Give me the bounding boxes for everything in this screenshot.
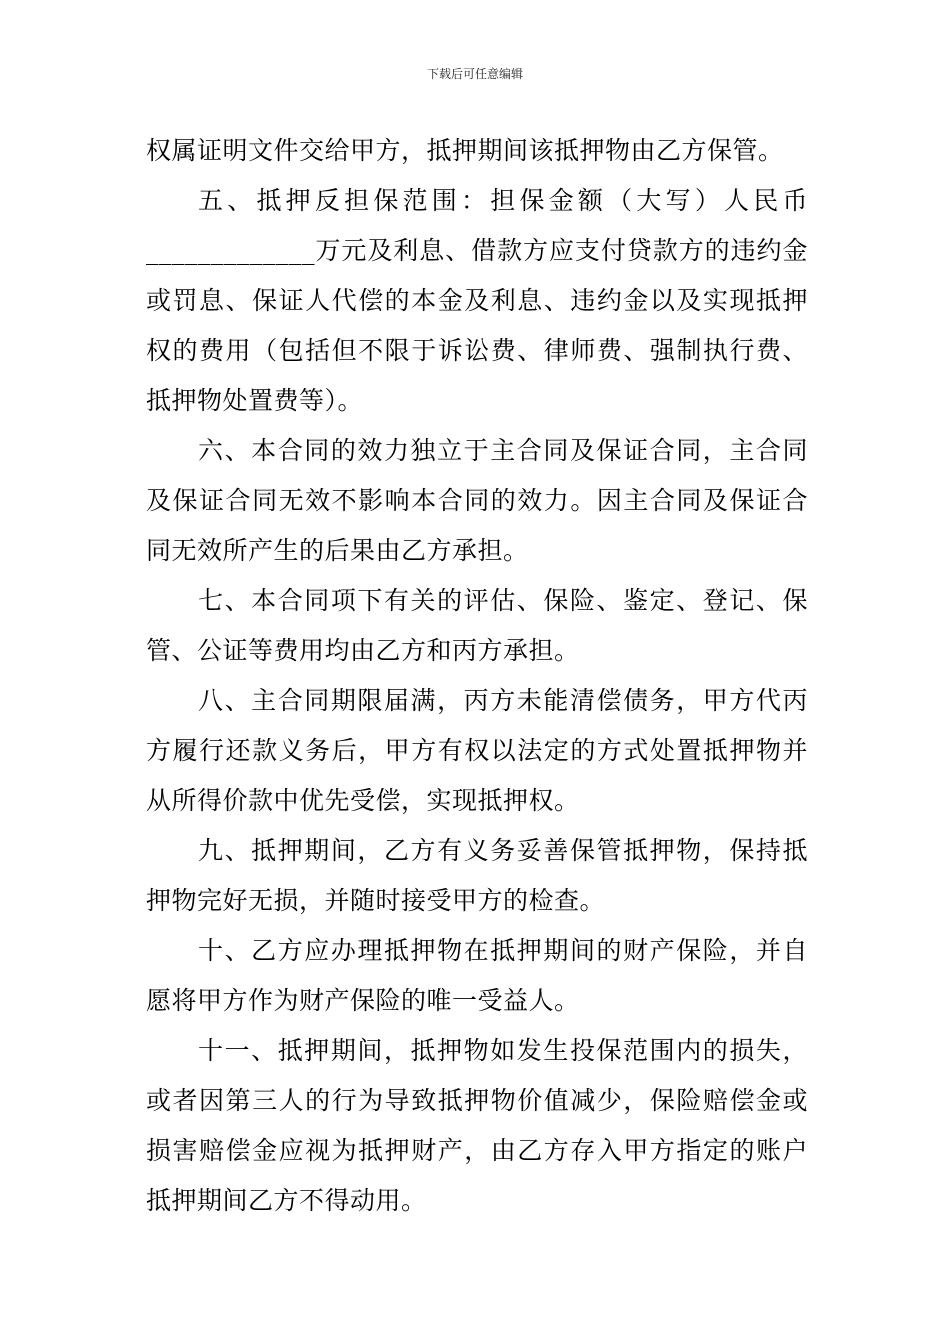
clause-9: 九、抵押期间，乙方有义务妥善保管抵押物，保持抵押物完好无损，并随时接受甲方的检查。: [146, 836, 808, 915]
document-body: [146, 126, 808, 1226]
clause-11: 十一、抵押期间，抵押物如发生投保范围内的损失，或者因第三人的行为导致抵押物价值减少，保险赔偿金或损害赔偿金应视为抵押财产，由乙方存入甲方指定的账户抵押期间乙方不得动用。: [146, 1036, 808, 1215]
clause-7: 七、本合同项下有关的评估、保险、鉴定、登记、保管、公证等费用均由乙方和丙方承担。: [146, 586, 808, 665]
clause-8: 八、主合同期限届满，丙方未能清偿债务，甲方代丙方履行还款义务后，甲方有权以法定的方式处置抵押物并从所得价款中优先受偿，实现抵押权。: [146, 686, 808, 815]
clause-5: 五、抵押反担保范围：担保金额（大写）人民币_____________万元及利息、借款方应支付贷款方的违约金或罚息、保证人代偿的本金及利息、违约金以及实现抵押权的费用（包括但不限于诉讼费、律师费、强制执行费、抵押物处置费等）。: [146, 186, 808, 415]
paragraph-continuation: 权属证明文件交给甲方，抵押期间该抵押物由乙方保管。: [146, 136, 784, 165]
clause-6: 六、本合同的效力独立于主合同及保证合同，主合同及保证合同无效不影响本合同的效力。因主合同及保证合同无效所产生的后果由乙方承担。: [146, 436, 808, 565]
page-header-note: 下载后可任意编辑: [426, 67, 523, 81]
clause-10: 十、乙方应办理抵押物在抵押期间的财产保险，并自愿将甲方作为财产保险的唯一受益人。: [146, 936, 808, 1015]
